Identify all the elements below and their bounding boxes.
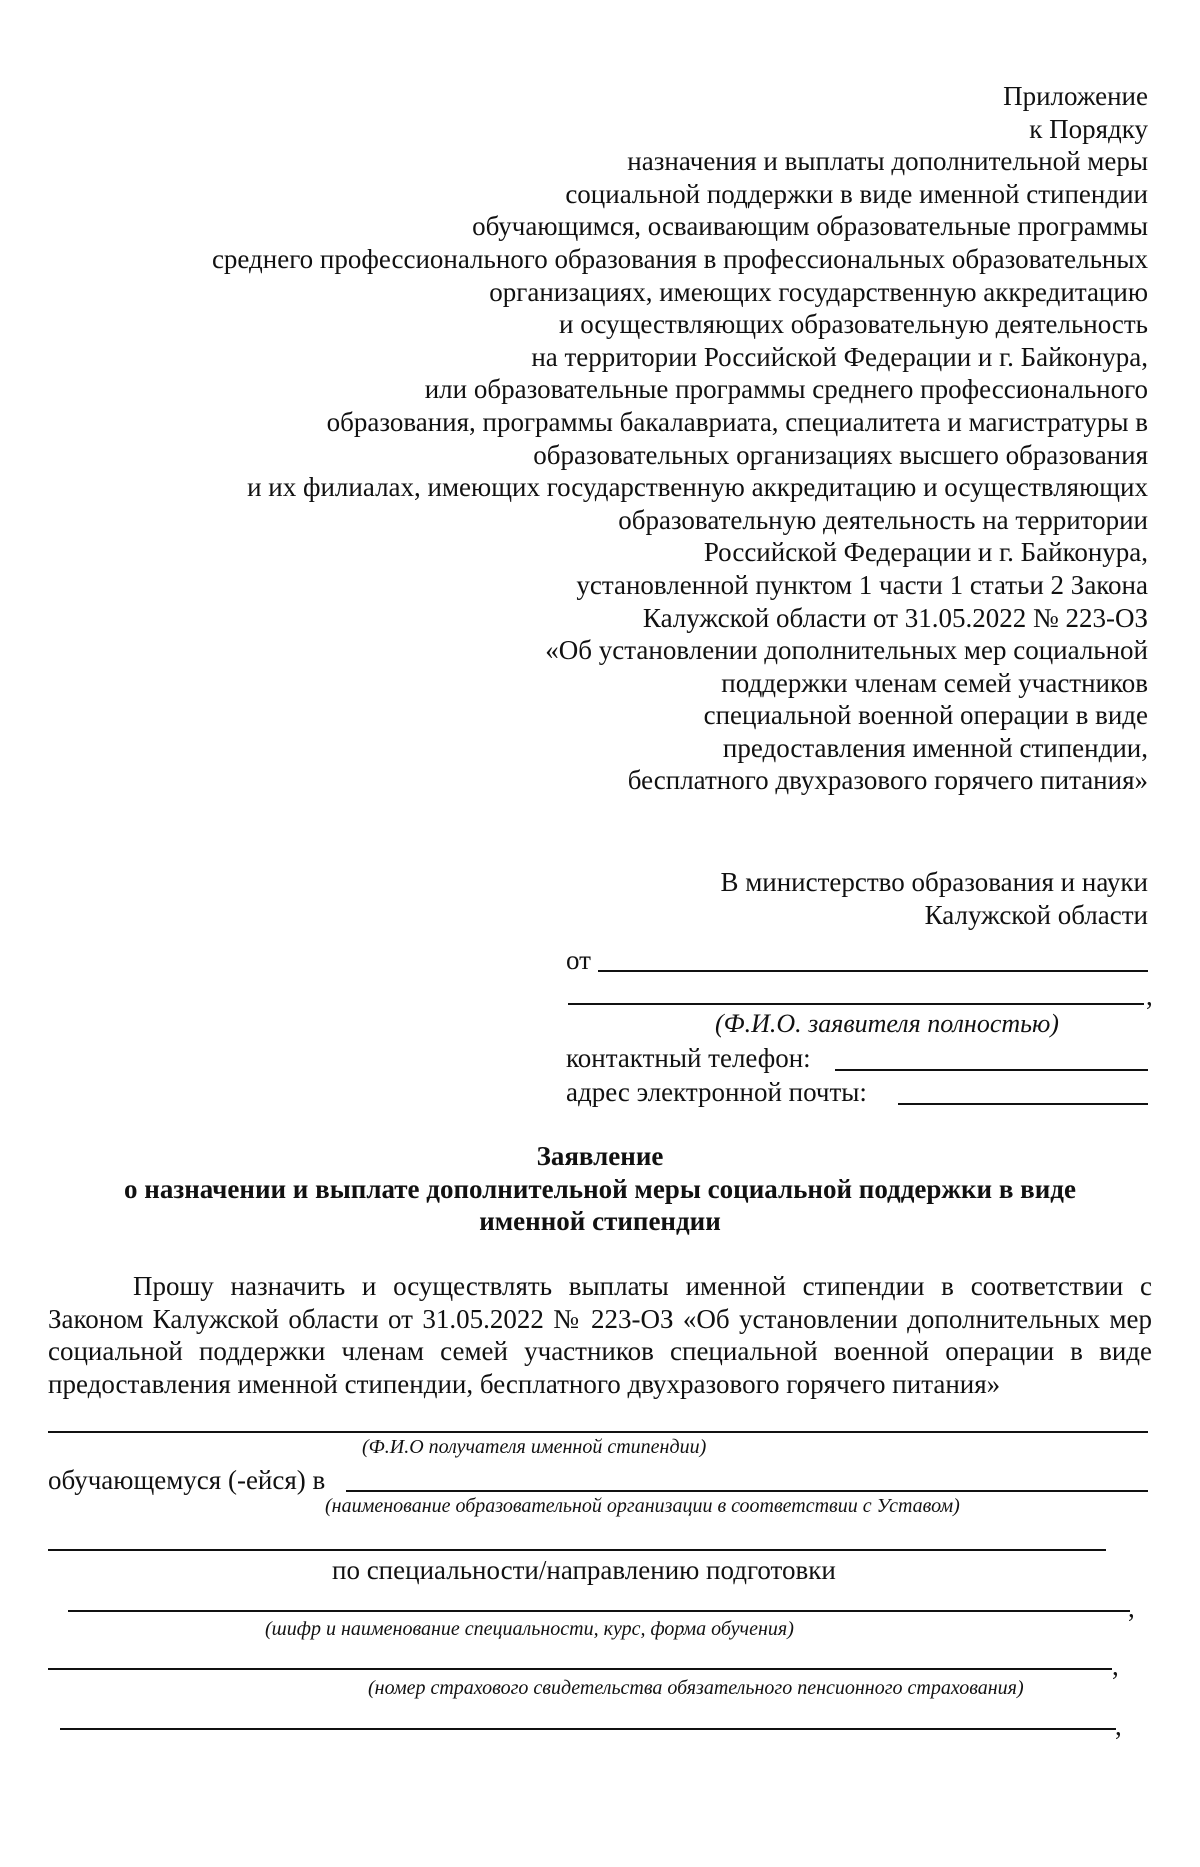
applicant-name-field-2[interactable] <box>568 1003 1144 1005</box>
title-line: о назначении и выплате дополнительной меры социальной поддержки в виде <box>124 1173 1076 1204</box>
appendix-line: и осуществляющих образовательную деятельность <box>559 309 1148 340</box>
appendix-line: к Порядку <box>1029 113 1148 144</box>
appendix-line: поддержки членам семей участников <box>721 667 1148 698</box>
applicant-name-field[interactable] <box>598 970 1148 972</box>
organization-field[interactable] <box>346 1490 1148 1492</box>
phone-field[interactable] <box>835 1069 1148 1071</box>
specialty-field[interactable] <box>68 1610 1130 1612</box>
email-label: адрес электронной почты: <box>566 1077 867 1107</box>
comma: , <box>1128 1593 1135 1623</box>
appendix-line: на территории Российской Федерации и г. Байконура, <box>531 341 1148 372</box>
appendix-line: специальной военной операции в виде <box>703 700 1148 731</box>
title-line: Заявление <box>536 1141 664 1171</box>
organization-caption: (наименование образовательной организации в соответствии с Уставом) <box>325 1495 960 1517</box>
specialty-caption: (шифр и наименование специальности, курс, форма обучения) <box>265 1618 794 1640</box>
specialty-label: по специальности/направлению подготовки <box>332 1555 836 1585</box>
appendix-line: или образовательные программы среднего профессионального <box>424 374 1148 405</box>
appendix-line: организациях, имеющих государственную аккредитацию <box>489 276 1148 307</box>
snils-caption: (номер страхового свидетельства обязательного пенсионного страхования) <box>368 1677 1024 1699</box>
appendix-line: образовательных организациях высшего образования <box>533 439 1148 470</box>
addressee-region: Калужской области <box>924 899 1148 930</box>
appendix-line: образования, программы бакалавриата, специалитета и магистратуры в <box>326 406 1148 437</box>
statement-title <box>60 1140 1140 1238</box>
comma: , <box>1115 1711 1122 1741</box>
comma: , <box>1146 981 1153 1011</box>
snils-field-2[interactable] <box>60 1728 1116 1730</box>
appendix-line: обучающимся, осваивающим образовательные программы <box>472 211 1148 242</box>
appendix-line: «Об установлении дополнительных мер социальной <box>545 635 1148 666</box>
appendix-line: установленной пунктом 1 части 1 статьи 2 Закона <box>576 569 1148 600</box>
email-field[interactable] <box>898 1103 1148 1105</box>
appendix-header <box>48 80 1148 797</box>
statement-paragraph: Прошу назначить и осуществлять выплаты именной стипендии в соответствии с Законом Калужской области от 31.05.2022 № 223-ОЗ «Об установлении дополнительных мер социальной поддержки членам семей участников специальной военной операции в виде предоставления именной стипендии, бесплатного двухразового горячего питания» <box>48 1271 1152 1399</box>
appendix-line: Российской Федерации и г. Байконура, <box>703 537 1148 568</box>
addressee-ministry: В министерство образования и науки <box>720 867 1148 897</box>
recipient-name-field[interactable] <box>48 1431 1148 1433</box>
appendix-line: и их филиалах, имеющих государственную аккредитацию и осуществляющих <box>247 472 1148 503</box>
appendix-line: социальной поддержки в виде именной стипендии <box>565 178 1148 209</box>
appendix-line: назначения и выплаты дополнительной меры <box>627 146 1148 177</box>
applicant-fio-caption: (Ф.И.О. заявителя полностью) <box>715 1009 1059 1038</box>
appendix-line: бесплатного двухразового горячего питания» <box>627 765 1148 796</box>
snils-field[interactable] <box>48 1668 1112 1670</box>
title-line: именной стипендии <box>479 1206 721 1237</box>
appendix-line: образовательную деятельность на территории <box>618 504 1148 535</box>
addressee-block <box>548 866 1148 931</box>
student-label: обучающемуся (-ейся) в <box>48 1465 326 1495</box>
appendix-line: Калужской области от 31.05.2022 № 223-ОЗ <box>642 602 1148 633</box>
appendix-line: предоставления именной стипендии, <box>722 732 1148 763</box>
statement-body <box>48 1270 1152 1400</box>
from-label: от <box>566 945 591 975</box>
organization-field-2[interactable] <box>48 1549 1106 1551</box>
phone-label: контактный телефон: <box>566 1043 811 1073</box>
recipient-caption: (Ф.И.О получателя именной стипендии) <box>362 1436 707 1458</box>
appendix-line: Приложение <box>1003 81 1148 111</box>
comma: , <box>1112 1651 1119 1681</box>
appendix-line: среднего профессионального образования в профессиональных образовательных <box>211 243 1148 274</box>
